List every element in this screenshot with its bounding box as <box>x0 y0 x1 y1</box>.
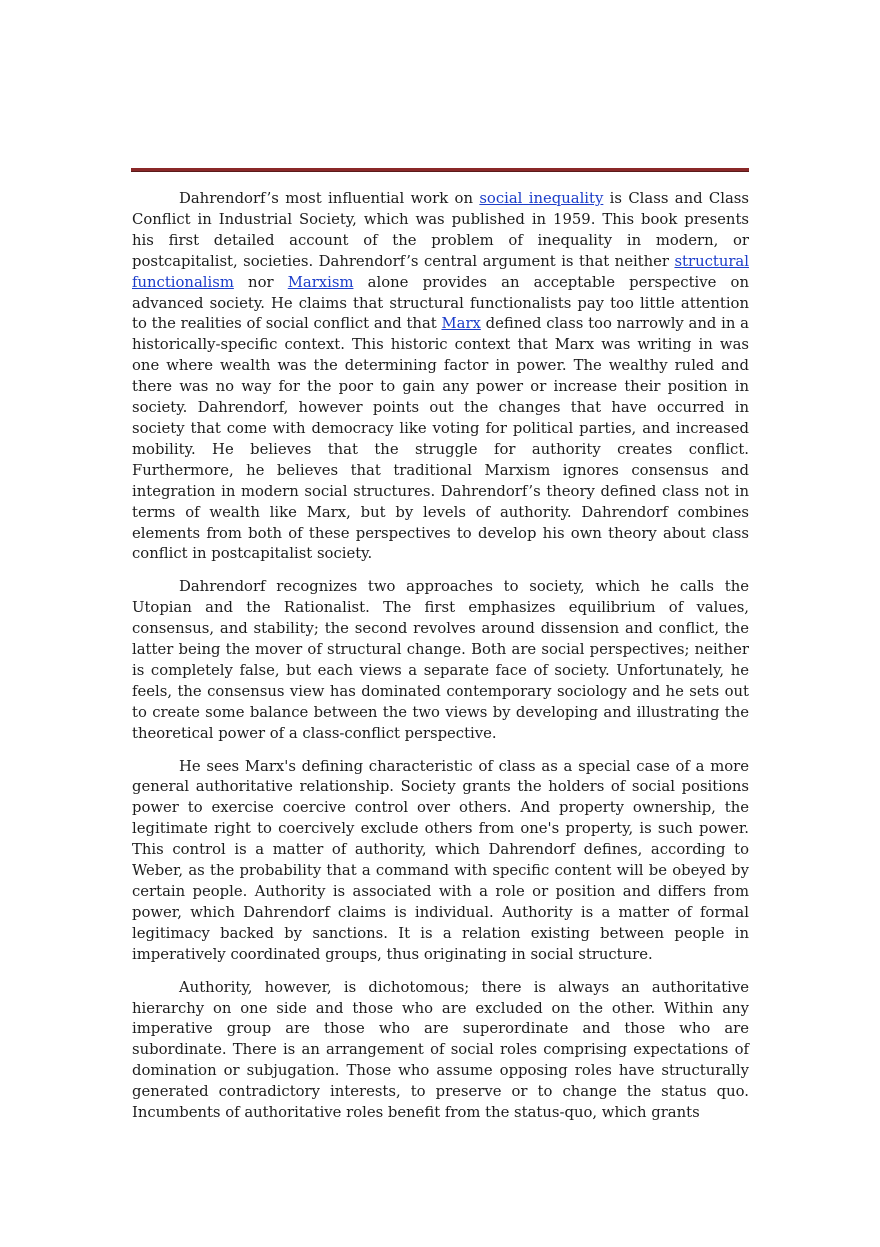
document-body <box>132 189 749 1136</box>
text-segment: alone provides an acceptable perspective on advanced society. He claims that structural functionalists pay too little attention to the realities of social conflict and that <box>132 273 749 333</box>
link-marxism[interactable]: Marxism <box>287 273 354 291</box>
link-structural-functionalism[interactable]: structural functionalism <box>132 252 749 291</box>
paragraph-1 <box>132 189 749 565</box>
text-segment: He sees Marx's defining characteristic of class as a special case of a more general authoritative relationship. Society grants the holders of social positions power to exercise coercive control over others. And property ownership, the legitimate right to coercively exclude others from one's property, is such power. This control is a matter of authority, which Dahrendorf defines, according to Weber, as the probability that a command with specific content will be obeyed by certain people. Authority is associated with a role or position and differs from power, which Dahrendorf claims is individual. Authority is a matter of formal legitimacy backed by sanctions. It is a relation existing between people in imperatively coordinated groups, thus originating in social structure. <box>132 757 749 963</box>
text-segment: Dahrendorf’s most influential work on <box>179 190 480 207</box>
text-segment: defined class too narrowly and in a historically-specific context. This historic context that Marx was writing in was one where wealth was the determining factor in power. The wealthy ruled and there was no way for the poor to gain any power or increase their position in society. Dahrendorf, however points out the changes that have occurred in society that come with democracy like voting for political parties, and increased mobility. He believes that the struggle for authority creates conflict. Furthermore, he believes that traditional Marxism ignores consensus and integration in modern social structures. Dahrendorf’s theory defined class not in terms of wealth like Marx, but by levels of authority. Dahrendorf combines elements from both of these perspectives to develop his own theory about class conflict in postcapitalist society. <box>132 315 749 563</box>
text-segment: Dahrendorf recognizes two approaches to society, which he calls the Utopian and the Rationalist. The first emphasizes equilibrium of values, consensus, and stability; the second revolves around dissension and conflict, the latter being the mover of structural change. Both are social perspectives; neither is completely false, but each views a separate face of society. Unfortunately, he feels, the consensus view has dominated contemporary sociology and he sets out to create some balance between the two views by developing and illustrating the theoretical power of a class-conflict perspective. <box>132 578 749 742</box>
link-marx[interactable]: Marx <box>441 315 481 333</box>
paragraph-3 <box>132 757 749 966</box>
text-segment: is Class and Class Conflict in Industrial Society, which was published in 1959. This book presents his first detailed account of the problem of inequality in modern, or postcapitalist, societies. Dahrendorf’s central argument is that neither <box>132 190 749 270</box>
text-segment: Authority, however, is dichotomous; there is always an authoritative hierarchy on one side and those who are excluded on the other. Within any imperative group are those who are superordinate and those who are subordinate. There is an arrangement of social roles comprising expectations of domination or subjugation. Those who assume opposing roles have structurally generated contradictory interests, to preserve or to change the status quo. Incumbents of authoritative roles benefit from the status-quo, which grants <box>132 978 749 1122</box>
link-social-inequality[interactable]: social inequality <box>479 190 604 207</box>
paragraph-4 <box>132 978 749 1124</box>
text-segment: nor <box>233 273 288 291</box>
header-rule <box>131 168 749 172</box>
paragraph-2 <box>132 577 749 744</box>
